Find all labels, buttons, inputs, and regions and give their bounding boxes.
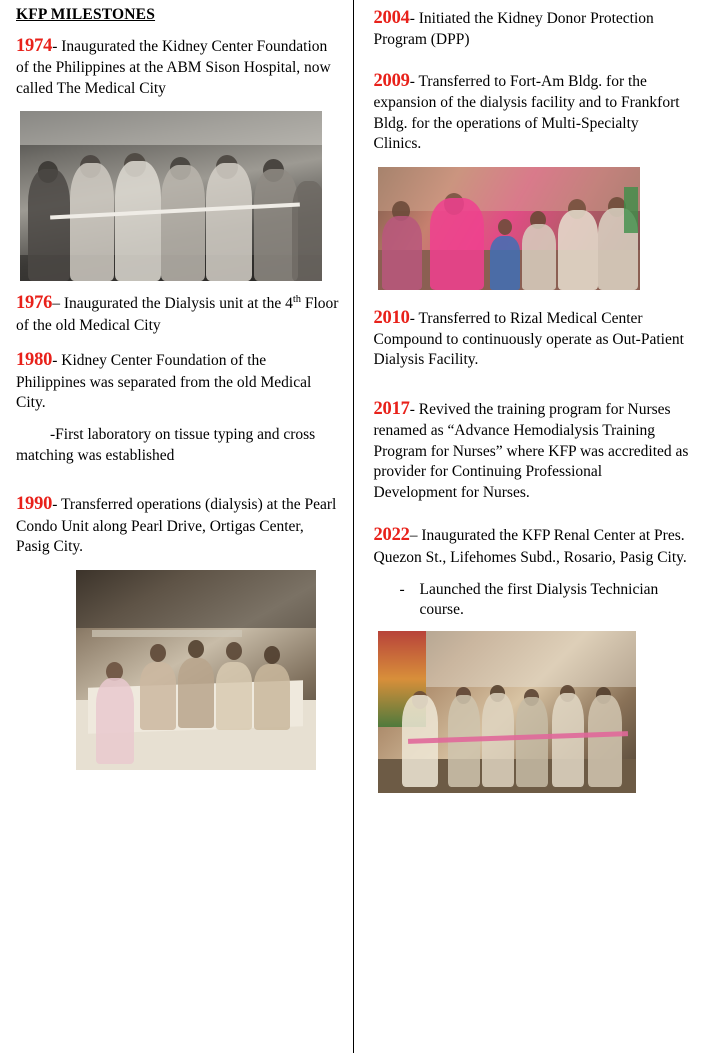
milestone-separator: - [409, 400, 415, 418]
bullet-text: Launched the first Dialysis Technician course. [419, 581, 659, 619]
milestone-1974 [16, 34, 340, 99]
milestone-separator: - [52, 352, 58, 370]
milestone-year: 1974 [16, 36, 53, 56]
milestone-1990 [16, 492, 340, 557]
milestone-year: 2017 [373, 398, 410, 419]
milestone-year: 1976 [16, 293, 53, 314]
milestone-text: Transferred operations (dialysis) at the Pearl Condo Unit along Pearl Drive, Ortigas Center, Pasig City. [16, 496, 337, 556]
milestone-year: 1980 [16, 350, 53, 371]
milestone-1980 [16, 348, 340, 413]
milestone-separator: - [409, 10, 415, 27]
milestone-text: Inaugurated the KFP Renal Center at Pres. Quezon St., Lifehomes Subd., Rosario, Pasig City. [373, 527, 687, 566]
milestone-1980-sub: -First laboratory on tissue typing and cross matching was established [16, 426, 316, 464]
milestone-1976 [16, 291, 340, 336]
milestone-text-cont: Floor of the old Medical City [16, 295, 339, 334]
milestone-2004 [374, 6, 690, 51]
milestone-separator: - [409, 309, 415, 327]
milestone-year: 2022 [373, 525, 410, 546]
milestone-text: Revived the training program for Nurses renamed as “Advance Hemodialysis Training Program for Nurses” where KFP was accredited as provider for Continuing Professional Development for Nurses. [373, 400, 689, 501]
fort-am-inauguration-2009-photo [378, 167, 640, 290]
milestone-separator: - [52, 496, 58, 514]
ribbon-cutting-1974-photo [20, 111, 322, 281]
milestone-text: Transferred to Fort-Am Bldg. for the expansion of the dialysis facility and to Frankfort Bldg. for the operations of Multi-Specialty Clinics. [373, 72, 680, 153]
milestone-2017 [374, 397, 690, 503]
left-column [10, 6, 354, 1053]
pearl-condo-group-1990-photo [76, 570, 316, 770]
milestone-text: Initiated the Kidney Donor Protection Program (DPP) [373, 10, 654, 49]
ordinal-suffix: th [292, 294, 301, 306]
milestone-separator: - [52, 38, 58, 55]
milestone-text: Inaugurated the Dialysis unit at the 4 [63, 295, 293, 313]
page-title: KFP MILESTONES [16, 6, 156, 23]
milestone-2022-bullet [374, 580, 690, 621]
milestone-year: 2004 [373, 8, 410, 28]
milestone-separator: – [409, 527, 418, 545]
milestone-year: 2010 [373, 307, 410, 328]
milestone-year: 1990 [16, 494, 53, 515]
milestone-text: Inaugurated the Kidney Center Foundation of the Philippines at the ABM Sison Hospital, now called The Medical City [16, 38, 331, 97]
milestone-text: Transferred to Rizal Medical Center Compound to continuously operate as Out-Patient Dialysis Facility. [373, 309, 684, 369]
right-column [354, 6, 698, 1053]
milestone-year: 2009 [373, 70, 410, 91]
bullet-dash: - [399, 581, 405, 599]
milestone-text: Kidney Center Foundation of the Philippines was separated from the old Medical City. [16, 352, 312, 412]
milestone-2022 [374, 523, 690, 568]
milestone-separator: - [409, 72, 415, 90]
milestone-separator: – [52, 295, 60, 313]
milestone-2009 [374, 69, 690, 155]
milestone-2010 [374, 306, 690, 371]
renal-center-ribbon-cutting-2022-photo [378, 631, 636, 793]
